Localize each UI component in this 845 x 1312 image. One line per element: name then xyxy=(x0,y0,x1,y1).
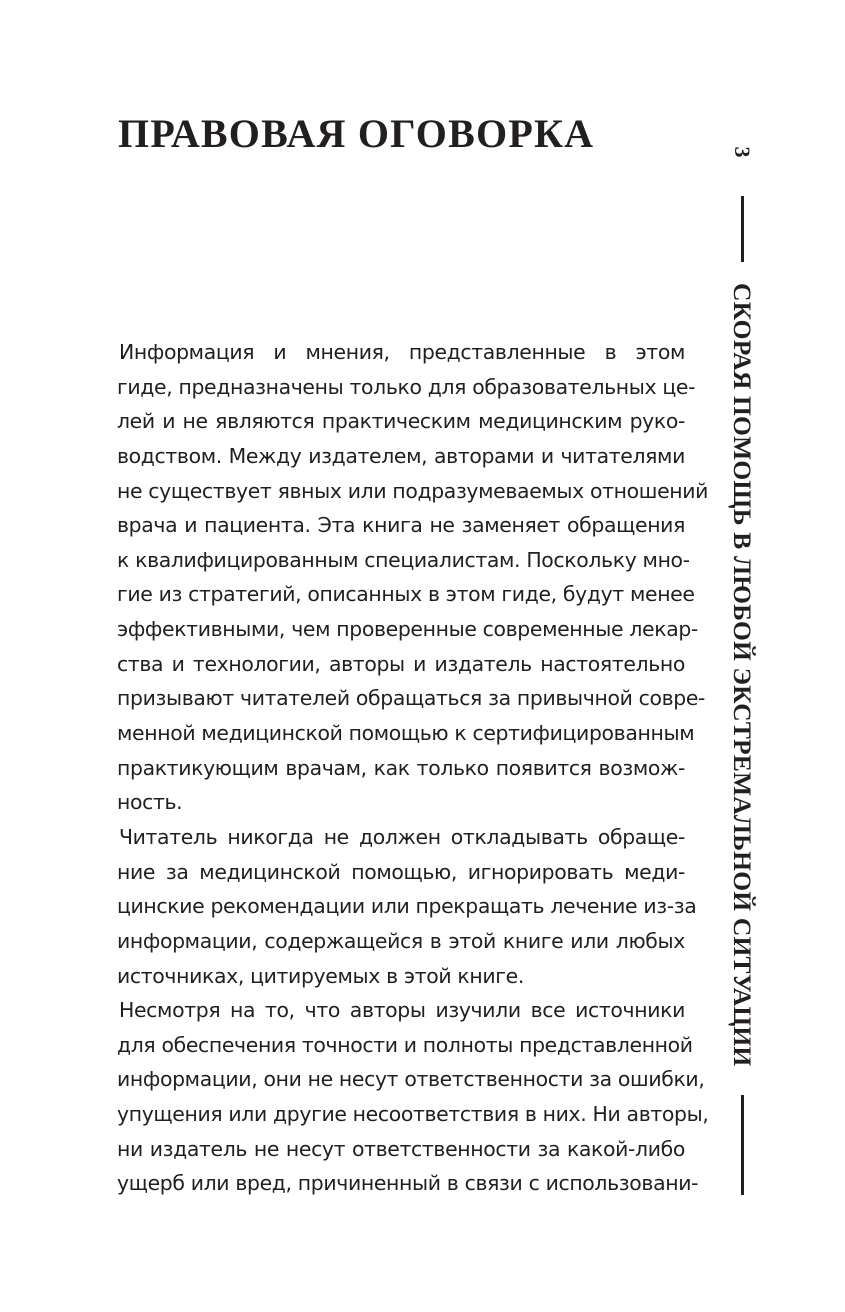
divider-rule xyxy=(741,196,744,262)
text-line: ства и технологии, авторы и издатель настоятельно xyxy=(117,651,685,676)
text-line: практикующим врачам, как только появится возмож- xyxy=(117,755,685,780)
text-line: эффективными, чем проверенные современные лекар- xyxy=(117,617,698,642)
text-line: водством. Между издателем, авторами и читателями xyxy=(117,443,685,468)
text-line: цинские рекомендации или прекращать лечение из-за xyxy=(117,894,697,919)
text-line: Читатель никогда не должен откладывать обраще- xyxy=(119,824,685,849)
body-text xyxy=(117,335,709,1201)
text-line: источниках, цитируемых в этой книге. xyxy=(117,963,524,988)
text-line: Информация и мнения, представленные в этом xyxy=(119,340,685,364)
text-line: к квалифицированным специалистам. Поскольку мно- xyxy=(117,547,690,572)
text-line: гиде, предназначены только для образовательных це- xyxy=(117,374,696,399)
page-number: 3 xyxy=(730,146,755,158)
text-line: ние за медицинской помощью, игнорировать меди- xyxy=(117,859,685,884)
text-line: ущерб или вред, причиненный в связи с использовани- xyxy=(117,1171,699,1196)
text-line: призывают читателей обращаться за привычной совре- xyxy=(117,686,706,711)
text-line: информации, они не несут ответственности за ошибки, xyxy=(117,1067,705,1092)
text-line: лей и не являются практическим медицинским руко- xyxy=(117,409,685,434)
text-line: Несмотря на то, что авторы изучили все источники xyxy=(119,998,685,1023)
text-line: менной медицинской помощью к сертифицированным xyxy=(117,721,695,746)
page-title: ПРАВОВАЯ ОГОВОРКА xyxy=(118,111,595,156)
running-title-text: СКОРАЯ ПОМОЩЬ В ЛЮБОЙ ЭКСТРЕМАЛЬНОЙ СИТУАЦИИ xyxy=(728,283,757,1067)
text-line: ни издатель не несут ответственности за какой-либо xyxy=(117,1136,685,1161)
text-line: врача и пациента. Эта книга не заменяет обращения xyxy=(117,513,685,538)
text-line: информации, содержащейся в этой книге или любых xyxy=(117,928,685,953)
text-line: не существует явных или подразумеваемых отношений xyxy=(117,478,709,503)
text-line: для обеспечения точности и полноты представленной xyxy=(117,1032,693,1057)
text-line: гие из стратегий, описанных в этом гиде, будут менее xyxy=(117,582,695,607)
text-line: ность. xyxy=(117,790,183,815)
divider-rule xyxy=(741,1095,744,1195)
text-line: упущения или другие несоответствия в них. Ни авторы, xyxy=(117,1102,709,1127)
